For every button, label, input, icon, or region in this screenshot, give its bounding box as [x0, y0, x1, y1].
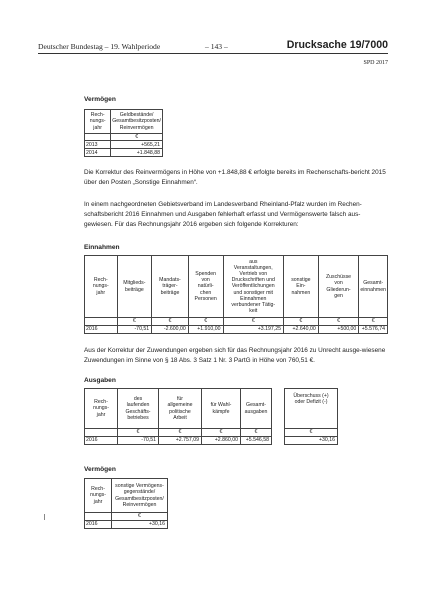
paragraph-3: Aus der Korrektur der Zuwendungen ergeben sich für das Rechnungsjahr 2016 zu Unrecht ausge-wiesene Zuwendungen im Sinne von § 18 Abs. 3 Satz 1 Nr. 3 PartG in Höhe von 760,51 €. — [84, 347, 386, 364]
value-cell: +5.546,58 — [241, 437, 272, 445]
section-title-ausgaben: Ausgaben — [84, 377, 116, 384]
header-cell: sonstige Vermögens- gegenstände/ Gesamtbesitzposten/ Reinvermögen — [112, 479, 168, 513]
page-number: – 143 – — [205, 42, 228, 51]
year-cell: 2016 — [85, 326, 118, 334]
header-cell: Geldbestände/ Gesamtbesitzposten/ Reinvermögen — [111, 110, 163, 134]
section-title-einnahmen: Einnahmen — [84, 244, 120, 251]
surplus-table — [284, 388, 338, 445]
ausgaben-table — [84, 388, 272, 445]
year-cell: 2013 — [85, 141, 111, 149]
unit-cell — [85, 513, 112, 521]
surplus-header: Überschuss (+) oder Defizit (-) — [285, 389, 338, 429]
party-label: SPD 2017 — [363, 60, 388, 66]
paragraph-1: Die Korrektur des Reinvermögens in Höhe von +1.848,88 € erfolgte bereits im Rechenschafts-bericht 2015 über den Posten „Sonstige Einnahmen“. — [84, 169, 386, 186]
unit-cell: € — [284, 318, 319, 326]
unit-cell: € — [241, 429, 272, 437]
value-cell: +5.576,74 — [359, 326, 388, 334]
header-cell: Gesamt- einnahmen — [359, 256, 388, 318]
header-cell: aus Veranstaltungen, Vertrieb von Druckschriften und Veröffentlichungen und sonstiger mit Einnahmen verbundener Tätig- keit — [223, 256, 283, 318]
unit-cell: € — [112, 513, 168, 521]
paragraph-2: In einem nachgeordneten Gebietsverband im Landesverband Rheinland-Pfalz wurden im Rechen-schaftsbericht 2016 Einnahmen und Ausgaben fehlerhaft erfasst und Vermögenswerte falsch aus-gewiesen. Für das Rechnungsjahr 2016 ergeben sich folgende Korrekturen: — [84, 201, 362, 228]
header-cell: für Wahl- kämpfe — [202, 389, 241, 429]
value-cell: +3.197,25 — [223, 326, 283, 334]
margin-mark — [44, 514, 45, 520]
section-title-vermoegen-1: Vermögen — [84, 96, 116, 103]
value-cell: +2.860,00 — [202, 437, 241, 445]
value-cell: +1.848,88 — [111, 149, 163, 157]
surplus-value: +30,16 — [285, 437, 338, 445]
header-cell: Mandats- träger- beiträge — [152, 256, 189, 318]
year-cell: 2014 — [85, 149, 111, 157]
value-cell: +1.910,00 — [188, 326, 223, 334]
document-number: Drucksache 19/7000 — [286, 39, 388, 51]
header-cell: Spenden von natürli- chen Personen — [188, 256, 223, 318]
value-cell: -70,51 — [118, 437, 159, 445]
value-cell: -70,51 — [117, 326, 152, 334]
value-cell: +2.757,09 — [159, 437, 202, 445]
unit-cell: € — [285, 429, 338, 437]
einnahmen-table — [84, 255, 388, 334]
unit-cell — [85, 318, 118, 326]
unit-cell — [85, 134, 111, 141]
header-cell: für allgemeine politische Arbeit — [159, 389, 202, 429]
unit-cell: € — [359, 318, 388, 326]
value-cell: +565,21 — [111, 141, 163, 149]
header-left: Deutscher Bundestag – 19. Wahlperiode — [38, 42, 161, 51]
value-cell: +500,00 — [318, 326, 359, 334]
unit-cell — [85, 429, 118, 437]
value-cell: +2.640,00 — [284, 326, 319, 334]
vermoegen-table-2 — [84, 478, 168, 529]
unit-cell: € — [318, 318, 359, 326]
header-cell: Gesamt- ausgaben — [241, 389, 272, 429]
value-cell: +30,16 — [112, 521, 168, 529]
header-cell: des laufenden Geschäfts- betriebes — [118, 389, 159, 429]
header-cell: Rech- nungs- jahr — [85, 110, 111, 134]
header-cell: Zuschüsse von Gliederun- gen — [318, 256, 359, 318]
unit-cell: € — [202, 429, 241, 437]
year-cell: 2016 — [85, 437, 118, 445]
header-cell: Rech- nungs- jahr — [85, 479, 112, 513]
unit-cell: € — [111, 134, 163, 141]
unit-cell: € — [188, 318, 223, 326]
unit-cell: € — [117, 318, 152, 326]
header-divider — [38, 53, 388, 54]
value-cell: -2.600,00 — [152, 326, 189, 334]
unit-cell: € — [152, 318, 189, 326]
header-cell: Rech- nungs- jahr — [85, 389, 118, 429]
section-title-vermoegen-2: Vermögen — [84, 466, 116, 473]
vermoegen-table-1 — [84, 109, 163, 157]
year-cell: 2016 — [85, 521, 112, 529]
unit-cell: € — [223, 318, 283, 326]
unit-cell: € — [159, 429, 202, 437]
header-cell: Mitglieds- beiträge — [117, 256, 152, 318]
header-cell: Rech- nungs- jahr — [85, 256, 118, 318]
header-cell: sonstige Ein- nahmen — [284, 256, 319, 318]
unit-cell: € — [118, 429, 159, 437]
